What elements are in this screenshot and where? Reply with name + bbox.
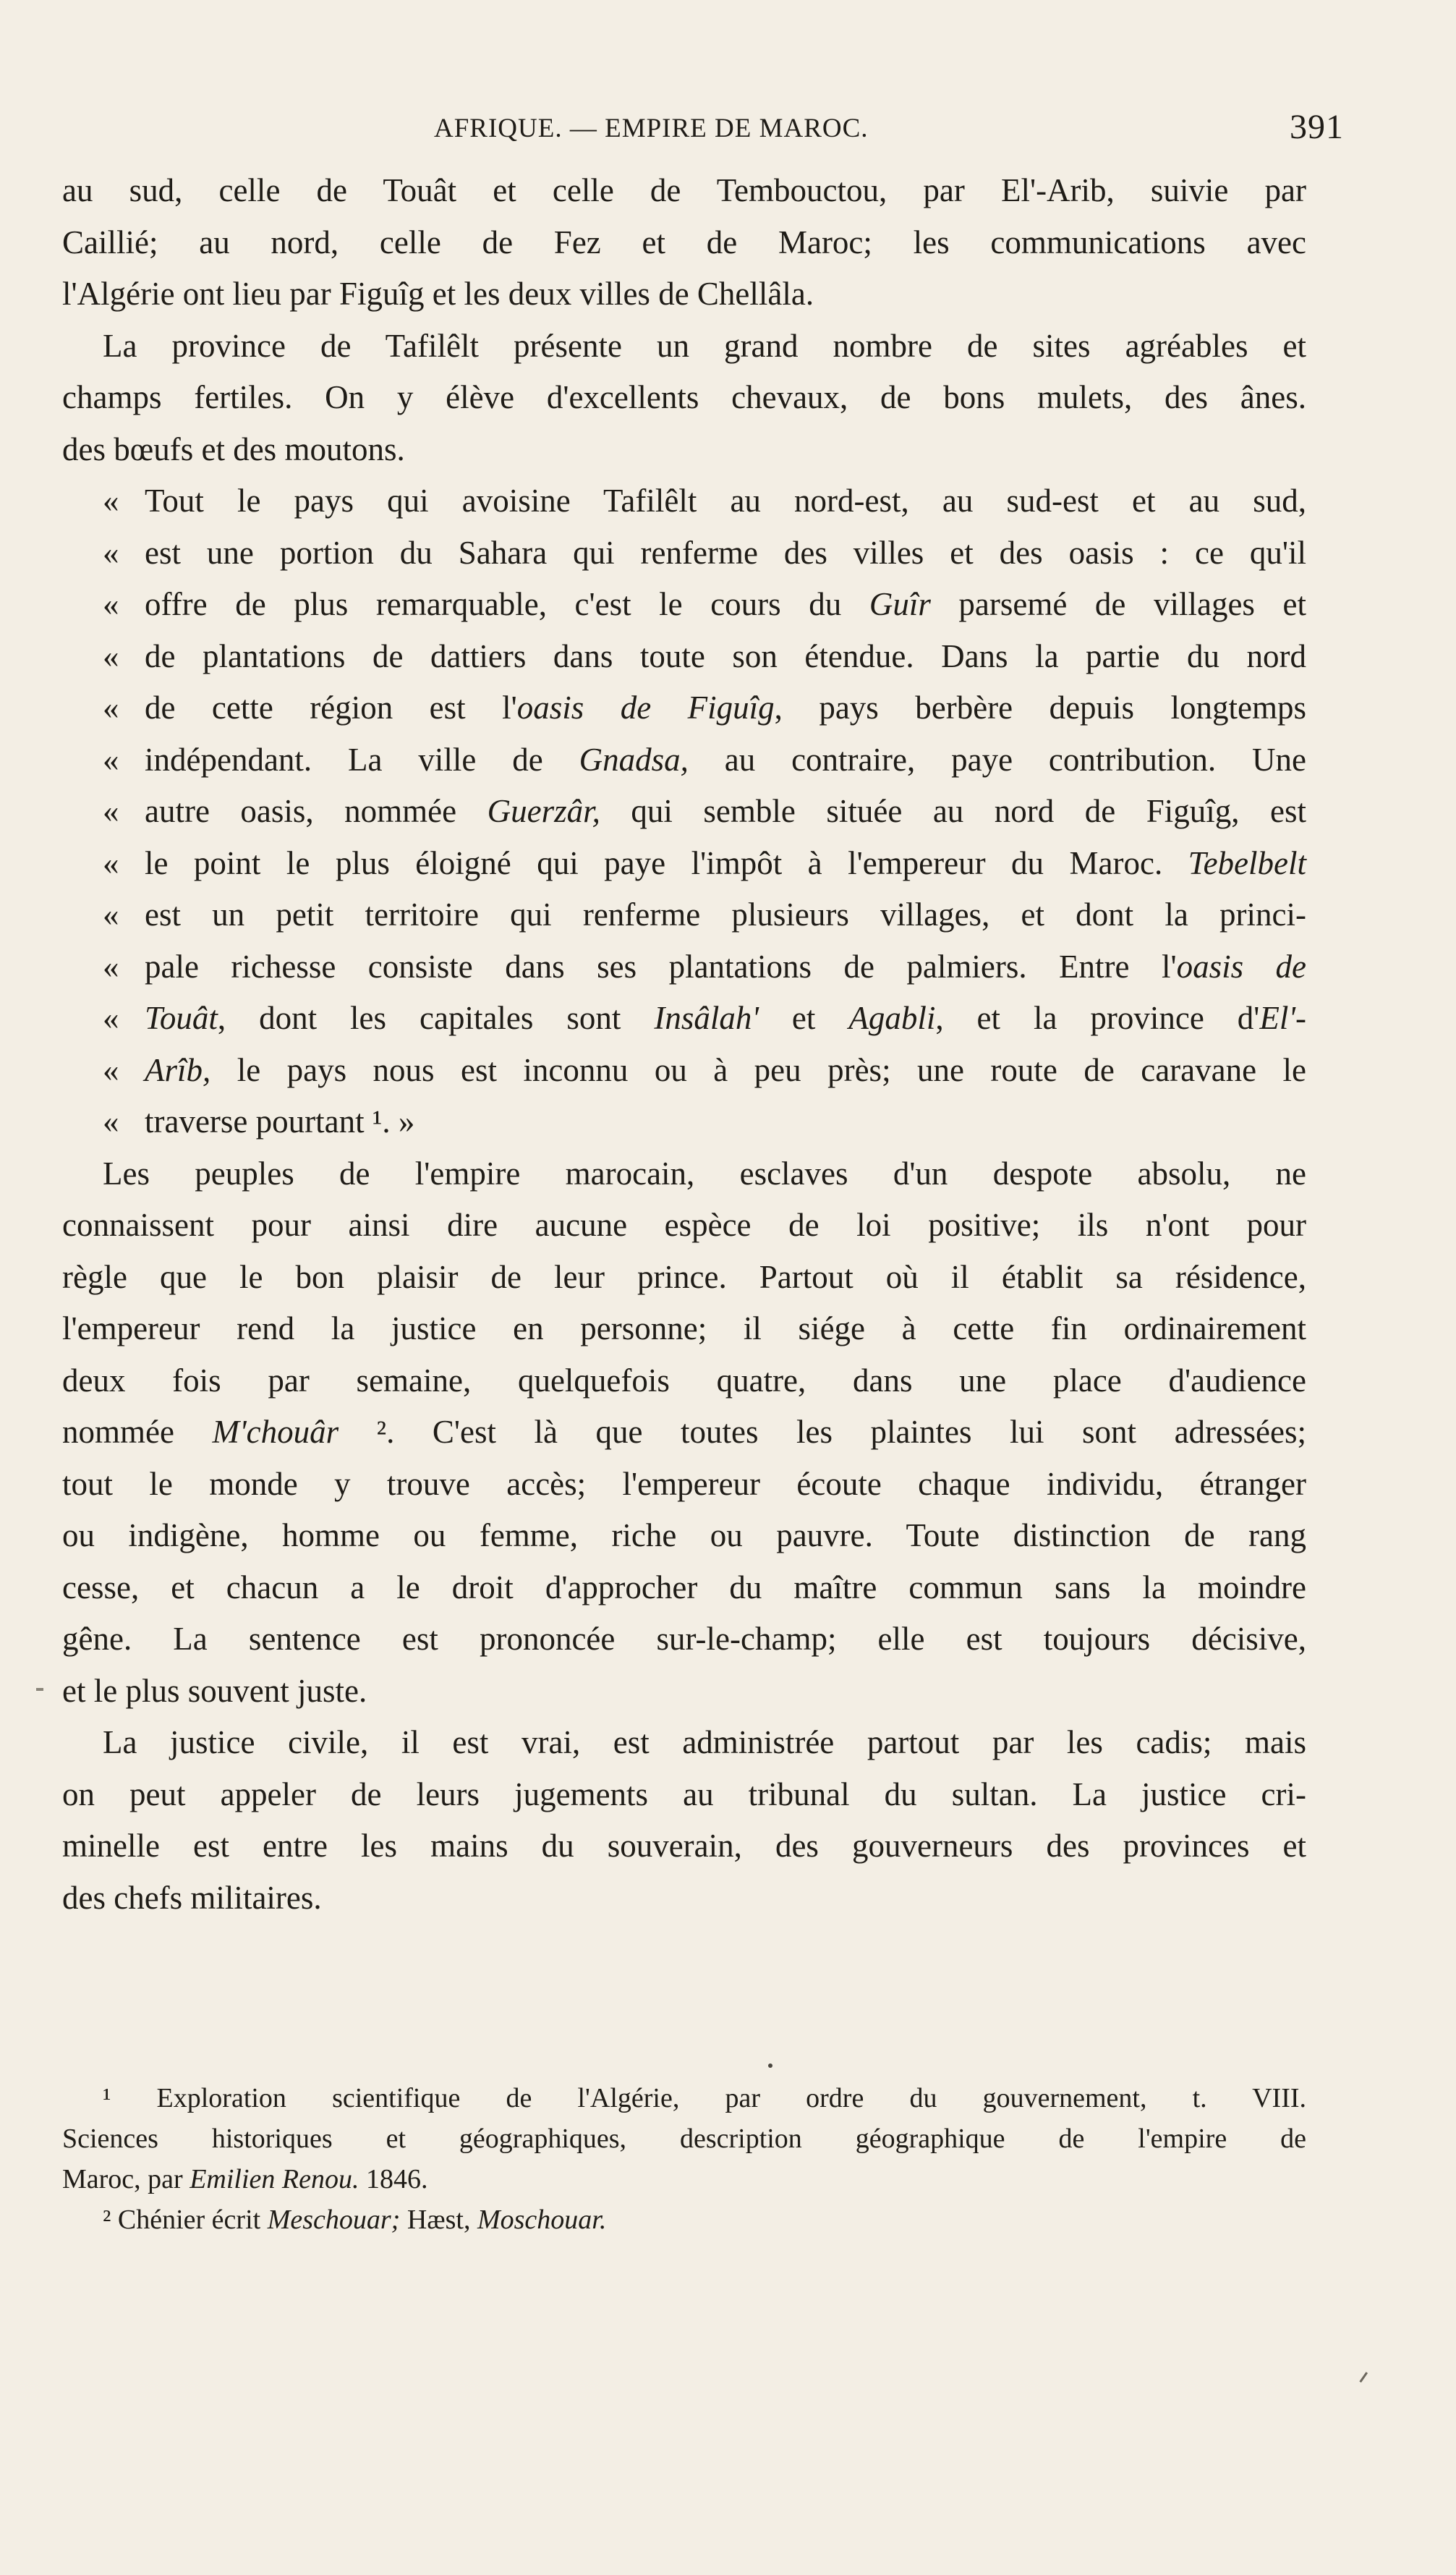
quote-mark: « [103,534,119,571]
italic-name: M'chouâr [212,1414,339,1450]
page-header [0,107,1456,150]
quote-text [145,682,1306,734]
italic-name: oasis de [1176,948,1307,985]
body-text [62,165,1306,1924]
quote-text: de plantations de dattiers dans toute son étendue. Dans la partie du nord [145,637,1306,674]
italic-name: Guerzâr, [487,793,600,829]
quote-mark: « [103,793,119,829]
italic-name: Gnadsa, [579,741,689,778]
quote-mark: « [103,1103,119,1140]
text-line [62,1407,1306,1459]
text-run: 1846. [359,2164,428,2194]
quote-line [62,838,1306,890]
quote-line [62,941,1306,993]
text-run: le pays nous est inconnu ou à peu près; une route de caravane le [210,1051,1306,1088]
text-line: champs fertiles. On y élève d'excellents chevaux, de bons mulets, des ânes. [62,379,1306,415]
footnotes [62,2078,1306,2240]
quote-mark: « [103,637,119,674]
quote-line [62,889,1306,941]
italic-name: Arîb, [145,1051,211,1088]
quote-line [62,527,1306,580]
quote-mark: « [103,844,119,881]
text-run: et [758,1000,849,1036]
text-line: La justice civile, il est vrai, est administrée partout par les cadis; mais [103,1724,1306,1760]
text-run: Hæst, [400,2205,477,2235]
text-run: pale richesse consiste dans ses plantations de palmiers. Entre l' [145,948,1177,985]
text-line: Les peuples de l'empire marocain, esclaves d'un despote absolu, ne [103,1155,1306,1192]
quote-mark: « [103,896,119,933]
text-run: offre de plus remarquable, c'est le cours du [145,586,869,622]
quote-text: est un petit territoire qui renferme plusieurs villages, et dont la princi- [145,896,1306,933]
text-line: des chefs militaires. [62,1879,322,1916]
quote-text: traverse pourtant ¹. » [145,1103,415,1140]
quote-text [145,1045,1306,1097]
text-run: autre oasis, nommée [145,793,488,829]
text-run: parsemé de villages et [930,586,1306,622]
quote-line [62,786,1306,838]
quote-line [62,475,1306,527]
italic-name: Touât [145,1000,218,1036]
quote-line [62,1096,1306,1148]
text-run: ² Chénier écrit [103,2205,268,2235]
italic-author: Emilien Renou. [190,2164,359,2194]
text-line: deux fois par semaine, quelquefois quatre, dans une place d'audience [62,1362,1306,1399]
text-line: tout le monde y trouve accès; l'empereur écoute chaque individu, étranger [62,1465,1306,1502]
text-run: , pays berbère depuis longtemps [774,690,1306,726]
stray-mark [1359,2372,1372,2385]
italic-name: Tebelbelt [1188,844,1306,881]
quote-text [145,993,1306,1045]
text-run: ². C'est là que toutes les plaintes lui sont adressées; [339,1414,1307,1450]
quote-mark: « [103,1000,119,1036]
text-run: , et la province d' [935,1000,1260,1036]
footnote-1-line: Sciences historiques et géographiques, description géographique de l'empire de [62,2124,1306,2154]
quote-line [62,579,1306,631]
italic-name: Meschouar; [267,2205,401,2235]
quote-mark: « [103,586,119,622]
text-line: l'Algérie ont lieu par Figuîg et les deux villes de Chellâla. [62,276,814,312]
text-line: connaissent pour ainsi dire aucune espèce de loi positive; ils n'ont pour [62,1207,1306,1243]
quote-text: Tout le pays qui avoisine Tafilêlt au nord-est, au sud-est et au sud, [145,483,1306,519]
quote-mark: « [103,948,119,985]
quote-text [145,941,1306,993]
page-number: 391 [1290,108,1344,146]
text-run: qui semble située au nord de Figuîg, est [600,793,1306,829]
quote-mark: « [103,1051,119,1088]
text-run: au contraire, paye contribution. Une [688,741,1306,778]
italic-name: oasis de Figuîg [516,690,775,726]
margin-mark [36,1688,43,1691]
text-line: minelle est entre les mains du souverain, des gouverneurs des provinces et [62,1828,1306,1864]
quote-text: est une portion du Sahara qui renferme des villes et des oasis : ce qu'il [145,534,1306,571]
text-line: des bœufs et des moutons. [62,430,405,467]
footnote-separator [768,2063,772,2068]
footnote-1-line: ¹ Exploration scientifique de l'Algérie, par ordre du gouvernement, t. VIII. [103,2083,1306,2113]
text-line: au sud, celle de Touât et celle de Tembouctou, par El'-Arib, suivie par [62,172,1306,208]
quote-mark: « [103,483,119,519]
quote-text [145,579,1306,631]
text-run: , dont les capitales sont [217,1000,655,1036]
italic-name: Guîr [869,586,931,622]
text-line: règle que le bon plaisir de leur prince. Partout où il établit sa résidence, [62,1258,1306,1295]
quote-text [145,838,1306,890]
text-line: l'empereur rend la justice en personne; il siége à cette fin ordinairement [62,1310,1306,1346]
text-run: indépendant. La ville de [145,741,579,778]
quote-line [62,1045,1306,1097]
text-run: de cette région est l' [145,690,517,726]
italic-name: El'- [1259,1000,1306,1036]
text-run: nommée [62,1414,213,1450]
quote-line [62,993,1306,1045]
quote-line [62,682,1306,734]
text-line: cesse, et chacun a le droit d'approcher du maître commun sans la moindre [62,1569,1306,1605]
italic-name: Agabli [848,1000,936,1036]
italic-name: Insâlah' [654,1000,759,1036]
text-line: et le plus souvent juste. [62,1672,367,1709]
footnote-1-line [62,2159,1306,2199]
quote-line [62,734,1306,786]
text-line: ou indigène, homme ou femme, riche ou pauvre. Toute distinction de rang [62,1517,1306,1553]
quote-text [145,786,1306,838]
quote-mark: « [103,741,119,778]
quote-text [145,734,1306,786]
text-run: le point le plus éloigné qui paye l'impôt à l'empereur du Maroc. [145,844,1188,881]
text-line: on peut appeler de leurs jugements au tribunal du sultan. La justice cri- [62,1776,1306,1812]
footnote-2-line [62,2199,1306,2240]
italic-name: Moschouar. [477,2205,607,2235]
text-line: Caillié; au nord, celle de Fez et de Maroc; les communications avec [62,224,1306,260]
text-line: La province de Tafilêlt présente un grand nombre de sites agréables et [103,327,1306,364]
running-head: AFRIQUE. — EMPIRE DE MAROC. [434,114,869,143]
quote-mark: « [103,690,119,726]
text-run: Maroc, par [62,2164,190,2194]
quote-line [62,631,1306,683]
text-line: gêne. La sentence est prononcée sur-le-champ; elle est toujours décisive, [62,1621,1306,1657]
